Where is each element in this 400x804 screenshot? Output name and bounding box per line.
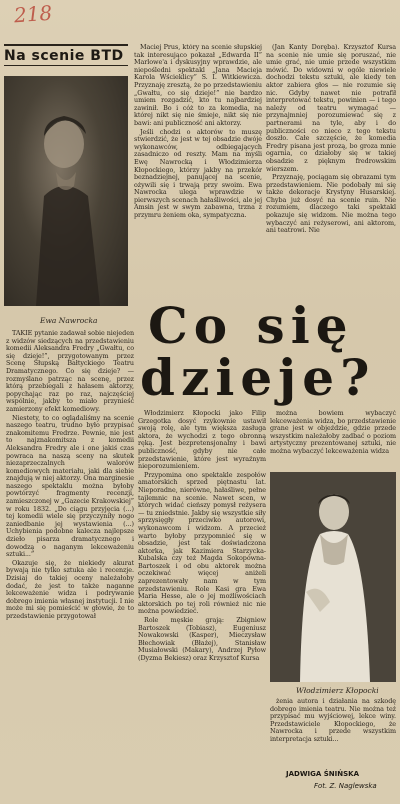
photo-caption-left: Ewa Nawrocka	[40, 316, 98, 325]
paragraph-lead: TAKIE pytanie zadawał sobie niejeden z widzów siedzących na przedstawieniu komedii Aleksandra Fredry „Gwałtu, co się dzieje!”, przygotowanym przez Scenę Słupską Bałtyckiego Teatru Dramatycznego. Co się dzieje? — rozmyślano patrząc na scenę, przez którą przebiegali z hałasem aktorzy, popychając raz po raz, najczęściej wspólnie, jakby to miało przynieść zamierzony efekt komediowy.	[6, 330, 134, 413]
article-column-top-middle	[134, 44, 262, 298]
photo-ewa-nawrocka	[4, 76, 128, 306]
headline-line-1: Co się	[148, 296, 354, 355]
paragraph: Maciej Prus, który na scenie słupskiej tak interesująco pokazał „Edwarda II” Marlowe'a i dyskusyjny wprawdzie, ale niepośledni spektakl „Jana Macieja Karola Wścieklicy” S. I. Witkiewicza. Przyznaję zresztą, że po przedstawieniu „Gwałtu, co się dzieje!” nie bardzo umiem rozgadzić, kto tu najbardziej zawinił. Bo i cóż to za komedia, na której nikt się nie śmieje, nikt się nie bawi: ani publiczność ani aktorzy.	[134, 44, 262, 127]
article-column-bottom-right-top	[270, 410, 396, 470]
section-label: Na scenie BTD	[4, 44, 128, 66]
paragraph: (Jan Kanty Doręba). Krzysztof Kursa na scenie nie umie się poruszać, nie umie grać, nie umie przede wszystkim mówić. Do widowni w ogóle niewiele dochodzi tekstu sztuki, ale kiedy ten aktor zabiera głos — nie rozumie się nic. Gdyby nawet nie potrafił interpretować tekstu, powinien — i tego należy od teatru wymagać — przynajmniej porozumiewać się z partnerami na tyle, aby i do publiczności co nieco z tego tekstu doszło. Całe szczęście, że komedia Fredry pisana jest prozą, bo groza mnie ogarnia, co działoby się w takiej obsadzie z pięknym fredrowskim wierszem.	[266, 44, 396, 173]
article-column-top-right	[266, 44, 396, 298]
paragraph: Przypomina ono spektakle zespołów amatorskich sprzed piętnastu lat. Nieporadne, nierówne, hałaśliwe, pełne tajlemnic na scenie. Nawet scen, w których widać cieńszy pomysł reżysera — tu zniedstnie. Jakby się wszystkie siły sprzysięgły przeciwko autorowi, wykonawcom i widzom. A przecież warto byłoby przypomnieć się w obsadzie, jest tak doświadczona aktorka, jak Kazimiera Starzycka-Kubalska czy też Magda Sokopówna-Bartoszek i od obu aktorek można oczekiwać więcej aniżeli zaprezentowały nam w tym przedstawieniu. Role Kasi gra Ewa Maria Hesse, ale o jej możliwościach aktorskich po tej roli również nic nie można powiedzieć.	[138, 470, 266, 616]
photo-wlodzimierz-klopocki	[270, 472, 396, 682]
paragraph: żenia autora i działania na szkodę dobrego imienia teatru. Nie można też przypisać mu wyjściowej, lekce winy. Przedstawiciele Kłopockiego, że Nawrocka i przede wszystkim interpretacja sztuki...	[270, 698, 396, 743]
headline-line-2: dzieje?	[140, 348, 376, 407]
actor-figure-illustration	[270, 472, 396, 682]
paragraph: Niestety, to co oglądaliśmy na scenie naszego teatru, trudno było przypisać znakomitemu Fredrze. Pewnie, nie jest to najznakomitsza z komedii Aleksandra Fredry ale i one jakiś czas powraca na naszą sceny na skutek niezaprzeczalnych walorów komediowych materiału, jaki dla siebie znajdują w niej aktorzy. Ona marginesie naszego spektaklu można byłoby powtórzyć fragmenty recenzji, zamieszczonej w „Gazecie Krakowskiej” w roku 1832. „Do ciągu przyjęcia (...) tej komedii wiele się przyczyniły nogo zaniedbanie jej wystawienia (...) Uchybienia podobne kalecza najlepsze dzieło pisarza dramatycznego i dowodzą o naganym lekceważeniu sztuki...”	[6, 413, 134, 559]
paragraph: można bowiem wybaczyć lekceważenia widza, bo przedstawienie grane jest w objeździe, gdzie przede wszystkim należałoby zadbać o poziom artystyczny prezentowanej sztuki, nie można wybaczyć lekceważenia widza	[270, 410, 396, 455]
photo-caption-right: Włodzimierz Kłopocki	[296, 686, 379, 695]
photo-credit: Fot. Z. Naglewska	[314, 782, 377, 790]
paragraph: Włodzimierz Kłopocki jako Filip Grzegotka dosyć rzykownie ustawił swoją rolę, ale tym większa zasługa aktora, że wychodzi z tego obronną ręką. Jest bezpretensjonalny i bawi publiczność, gdyby nie całe przedstawienie, które jest wyraźnym nieporozumieniem.	[138, 410, 266, 471]
actress-figure-illustration	[4, 76, 128, 306]
paragraph: Jeśli chodzi o aktorów to muszę stwierdzić, że jest w tej obsadzie dwóje wykonawców, odbiegających zasadniczo od reszty. Mam na myśli Ewę Nawrocką i Włodzimierza Kłopockiego, którzy jakby na przekór beznadziejnej, panującej na scenie, ożywili się i trwają przy swoim. Ewa Nawrocka ulega wprawdzie w pierwszych scenach hałaśliwości, ale jej Amsin jest w swym zabawna, trzna z przymru żeniem oka, sympatyczna.	[134, 127, 262, 220]
handwritten-archive-number: 218	[13, 0, 53, 28]
paragraph: Przyznaję, pociągam się obrazami tym przedstawieniem. Nie podobały mi się także dekoracje Krystyny Husarskiej. Chyba już dosyć na scenie ruin. Nie rozumiem, dlaczego taki spektakl pokazuje się widzom. Nie można tego wybaczyć ani reżyserowi, ani aktorom, ani teatrowi. Nie	[266, 173, 396, 235]
article-column-bottom-left	[6, 330, 134, 796]
paragraph: Role męskie grają: Zbigniew Bartoszek (Tobiasz), Eugeniusz Nowakowski (Kasper), Mieczysław Błechowiak (Błażej), Stanisław Musiałowski (Makary), Andrzej Pyłow (Dyzma Bekiesz) oraz Krzysztof Kursa	[138, 616, 266, 662]
article-column-bottom-right-bottom	[270, 698, 396, 766]
paragraph: Okazuje się, że niekiedy akurat bywają nie tylko sztuka ale i recenzje. Dzisiaj do takiej oceny należałoby dodać, że jest to także naganne lekceważenie widza i podrywanie dobrego imienia własnej instytucji. I nie może mi się pomieścić w głowie, że to przedstawienie przygotował	[6, 558, 134, 620]
author-signature: JADWIGA ŚNIŃSKA	[286, 770, 360, 778]
article-column-bottom-middle	[138, 410, 266, 796]
